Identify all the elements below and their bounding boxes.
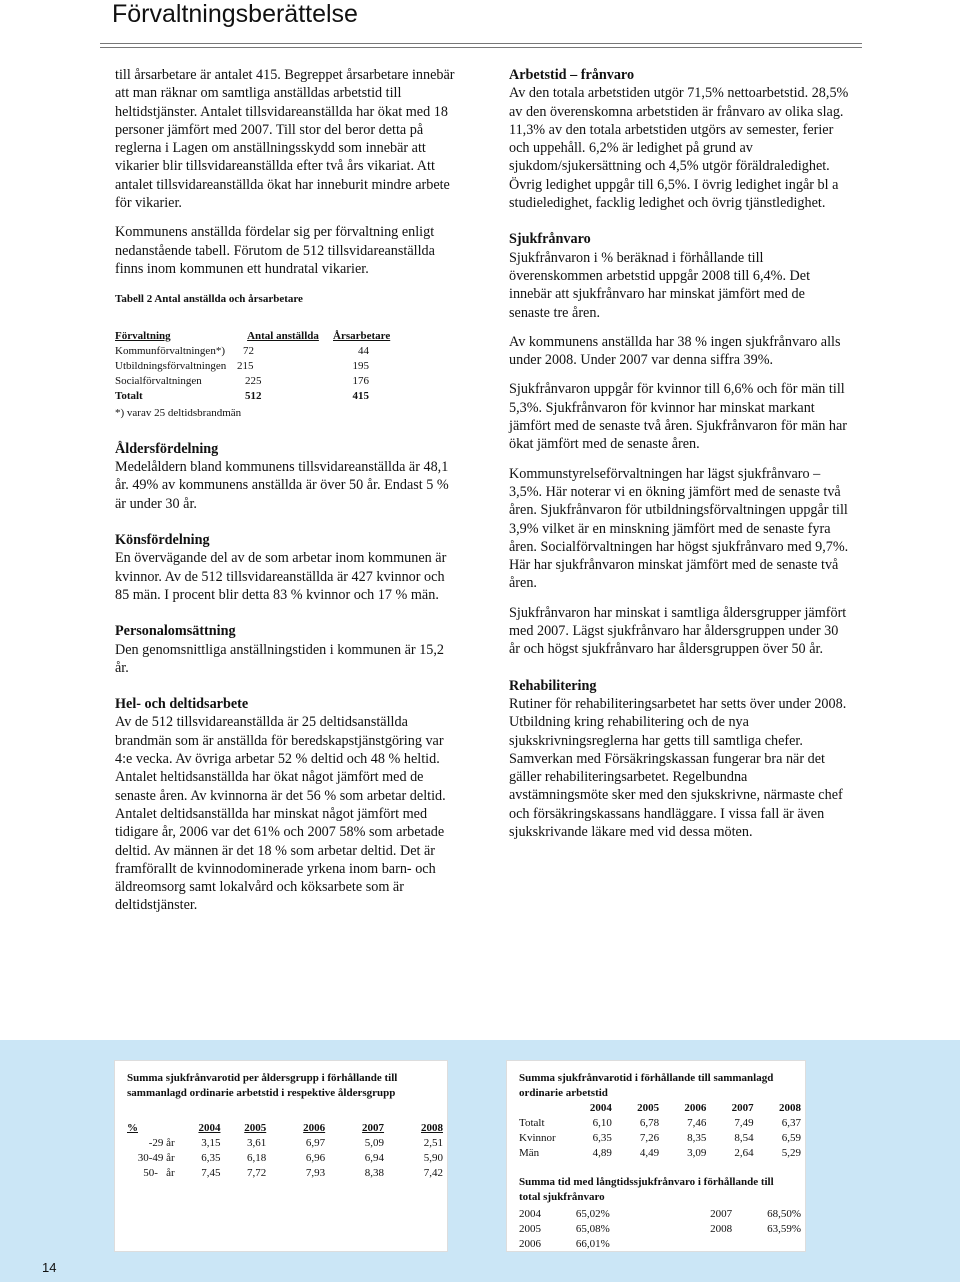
table-cell: 3,61: [246, 1137, 267, 1149]
table-cell: 50- år: [143, 1167, 175, 1179]
paragraph-konsfordelning: En övervägande del av de som arbetar inom kommunen är kvinnor. Av de 512 tillsvidareanställda är 427 kvinnor och 85 män. I procent blir detta 83 % kvinnor och 17 % män.: [115, 550, 447, 603]
table-cell: 5,09: [364, 1137, 385, 1149]
table-cell: 415: [352, 389, 369, 402]
table-header: 2005: [637, 1102, 660, 1114]
table-cell: 30-49 år: [137, 1152, 175, 1164]
table-cell: 2007: [710, 1208, 733, 1220]
table-cell: 7,26: [639, 1132, 660, 1144]
table-row: [515, 1237, 805, 1252]
table-header: 2004: [198, 1122, 221, 1134]
table-cell: 44: [358, 344, 369, 357]
table-cell: 2,51: [423, 1137, 443, 1149]
table-row: [515, 1131, 805, 1146]
table-cell: 68,50%: [767, 1208, 801, 1220]
table-cell: -29 år: [148, 1137, 175, 1149]
table-row: [123, 1136, 447, 1151]
table-header: 2007: [731, 1102, 754, 1114]
total-sickness-table: [515, 1101, 805, 1161]
table-cell: 5,29: [781, 1147, 801, 1159]
table-row: [115, 359, 403, 374]
table-cell: Socialförvaltningen: [115, 374, 202, 387]
table-cell: 2006: [519, 1238, 541, 1250]
table-cell: 225: [245, 374, 262, 387]
table-cell: 4,89: [592, 1147, 612, 1159]
table-header: 2008: [779, 1102, 801, 1114]
table-header: 2004: [589, 1102, 612, 1114]
table2-header-forvaltning: Förvaltning: [115, 329, 171, 342]
total-sickness-box-title: Summa sjukfrånvarotid i förhållande till sammanlagd ordinarie arbetstid: [519, 1072, 774, 1099]
paragraph-arbetstid: Av den totala arbetstiden utgör 71,5% nettoarbetstid. 28,5% av den överenskomna arbetstiden är frånvaro av olika slag. 11,3% av den totala arbetstiden utgörs av semester, ferier och uppehåll. 6,2% är ledighet på grund av sjukdom/sjukersättning och 4,5% utgör föräldraledighet. Övrig ledighet uppgår till 6,5%. I övrig ledighet ingår bl a studieledighet, facklig ledighet och övrig tjänstledighet.: [509, 85, 849, 212]
table-cell: 2,64: [734, 1147, 754, 1159]
heading-arbetstid: Arbetstid – frånvaro: [509, 67, 635, 83]
table-row: [515, 1116, 805, 1131]
table-cell: 5,90: [423, 1152, 443, 1164]
header-rule: [100, 43, 862, 44]
table-row-total: [115, 389, 403, 404]
table-cell: Män: [519, 1147, 540, 1159]
paragraph-sjukfranvaro-5: Sjukfrånvaron har minskat i samtliga åldersgrupper jämfört med 2007. Lägst sjukfrånvaro har åldersgruppen under 30 år och högst sjukfrånvaro har åldersgruppen över 50 år.: [509, 604, 847, 658]
table-cell: [763, 1237, 805, 1252]
age-group-sickness-box: [114, 1060, 448, 1252]
left-column: [115, 66, 460, 926]
table-cell: 3,15: [201, 1137, 221, 1149]
table2-footnote: *) varav 25 deltidsbrandmän: [115, 406, 242, 419]
table-header: 2006: [303, 1122, 326, 1134]
table-cell: 65,02%: [575, 1208, 610, 1220]
table2-header-arsarbetare: Årsarbetare: [333, 329, 391, 342]
table-cell: Utbildningsförvaltningen: [115, 359, 227, 372]
employees-table: [115, 329, 403, 404]
table-cell: 8,35: [687, 1132, 707, 1144]
heading-rehabilitering: Rehabilitering: [509, 677, 597, 694]
table-row: [123, 1151, 447, 1166]
table-row: [115, 374, 403, 389]
heading-aldersfordelning: Åldersfördelning: [115, 440, 219, 457]
table-header: 2006: [684, 1102, 707, 1114]
table-cell: 6,96: [305, 1152, 326, 1164]
heading-konsfordelning: Könsfördelning: [115, 532, 210, 549]
table-cell: 63,59%: [767, 1223, 801, 1235]
table-cell: 215: [237, 359, 254, 372]
table-cell: 7,93: [305, 1167, 326, 1179]
table-cell: 6,94: [364, 1152, 385, 1164]
paragraph-personalomsattning: Den genomsnittliga anställningstiden i kommunen är 15,2 år.: [115, 641, 445, 676]
table-cell: 2008: [710, 1223, 733, 1235]
paragraph-sjukfranvaro-1: Sjukfrånvaron i % beräknad i förhållande till överenskommen arbetstid uppgår 2008 till 6,4%. Det innebär att sjukfrånvaro har minskat jämfört med de senaste tre åren.: [509, 249, 811, 321]
table-cell: 7,42: [423, 1167, 443, 1179]
heading-hel-deltid: Hel- och deltidsarbete: [115, 696, 249, 713]
table-row: [515, 1146, 805, 1161]
table-cell: 7,72: [246, 1167, 267, 1179]
page-header-title: Förvaltningsberättelse: [112, 0, 358, 28]
paragraph-sjukfranvaro-2: Av kommunens anställda har 38 % ingen sjukfrånvaro alls under 2008. Under 2007 var denna siffra 39%.: [509, 333, 841, 369]
table-row: [115, 344, 403, 359]
table-cell: 7,45: [201, 1167, 221, 1179]
long-term-sickness-table: [515, 1207, 805, 1252]
paragraph-aldersfordelning: Medelåldern bland kommunens tillsvidareanställda är 48,1 år. 49% av kommunens anställda är över 50 år. Endast 5 % är under 30 år.: [115, 459, 449, 512]
right-column: [509, 66, 849, 852]
table-header: 2007: [362, 1122, 385, 1134]
table-cell: 195: [352, 359, 369, 372]
table2-caption: Tabell 2 Antal anställda och årsarbetare: [115, 293, 303, 306]
table-cell: Kommunförvaltningen*): [115, 344, 225, 357]
long-term-sickness-title: Summa tid med långtidssjukfrånvaro i förhållande till total sjukfrånvaro: [519, 1176, 774, 1203]
header-rule-double: [100, 47, 862, 48]
table-cell: Kvinnor: [519, 1132, 556, 1144]
table-cell: 7,49: [734, 1117, 754, 1129]
table-row: [123, 1166, 447, 1181]
table-cell: 2004: [519, 1208, 541, 1220]
page-number: 14: [42, 1260, 57, 1275]
table-cell: [706, 1237, 763, 1252]
table-cell: 6,10: [592, 1117, 612, 1129]
table2-header-antal: Antal anställda: [247, 329, 319, 342]
table-cell: Totalt: [115, 389, 143, 402]
table-cell: 65,08%: [575, 1223, 610, 1235]
table-cell: 6,78: [639, 1117, 660, 1129]
table-row: [515, 1207, 805, 1222]
table-cell: 176: [352, 374, 369, 387]
paragraph-arsarbetare: till årsarbetare är antalet 415. Begreppet årsarbetare innebär att man räknar om samtliga anställdas arbetstid till heltidstjänster. Antalet tillsvidareanställda har ökat med 18 personer jämfört med 2007. Till stor del beror detta på reglerna i Lagen om anställningsskydd som innebär att vikarier blir tillsvidareanställda efter två års vikariat. Att antalet tillsvidareanställda ökat har inneburit mindre arbete för vikarier.: [115, 67, 455, 212]
age-group-box-title: Summa sjukfrånvarotid per åldersgrupp i förhållande till sammanlagd ordinarie arbetstid i respektive åldersgrupp: [127, 1072, 398, 1099]
table-cell: Totalt: [519, 1117, 545, 1129]
age-group-table: [123, 1121, 447, 1181]
paragraph-sjukfranvaro-4: Kommunstyrelseförvaltningen har lägst sjukfrånvaro – 3,5%. Här noterar vi en ökning jämfört med de senaste två åren. Sjukfrånvaron för utbildningsförvaltningen uppgår till 3,9% vilket är en minskning jämfört med de senaste fyra åren. Socialförvaltningen har högst sjukfrånvaro med 9,7%. Här har sjukfrånvaron minskat jämfört med de senaste två åren.: [509, 465, 849, 592]
paragraph-hel-deltid: Av de 512 tillsvidareanställda är 25 deltidsanställda brandmän som är anställda för beredskapstjänstgöring var 4:e vecka. Av övriga arbetar 52 % deltid och 48 % heltid. Antalet heltidsanställda har ökat något jämfört med de senaste åren. Av kvinnorna är det 56 % som arbetar deltid. Antalet deltidsanställda har minskat något jämfört med tidigare år, 2006 var det 61% och 2007 58% som arbetade deltid. Av männen är det 18 % som arbetar deltid. Det är framförallt de kvinnodominerade yrkena inom barn- och äldreomsorg samt lokalvård och köksarbete som är deltidstjänster.: [115, 714, 446, 914]
table-row: [515, 1222, 805, 1237]
table-cell: 72: [243, 344, 254, 357]
paragraph-rehabilitering: Rutiner för rehabiliteringsarbetet har setts över under 2008. Utbildning kring rehabilitering och de nya sjukskrivningsreglerna har getts till samtliga chefer. Samverkan med Försäkringskassan fungerar bra när det gäller rehabiliteringsarbetet. Regelbundna avstämningsmöte sker med den sjukskrivne, närmaste chef och försäkringskassans handläggare. I vissa fall är även sjukskrivande läkare med vid dessa möten.: [509, 695, 847, 840]
table-cell: 6,59: [781, 1132, 801, 1144]
heading-sjukfranvaro: Sjukfrånvaro: [509, 231, 591, 248]
paragraph-forvaltning: Kommunens anställda fördelar sig per förvaltning enligt nedanstående tabell. Förutom de 512 tillsvidareanställda finns inom kommunen ett hundratal vikarier.: [115, 224, 435, 277]
table-cell: 8,54: [734, 1132, 754, 1144]
table-cell: 8,38: [364, 1167, 385, 1179]
table-header: [515, 1101, 572, 1116]
table-cell: 66,01%: [575, 1238, 610, 1250]
table-cell: 6,35: [201, 1152, 221, 1164]
table-cell: 2005: [519, 1223, 541, 1235]
table-cell: 6,97: [305, 1137, 326, 1149]
table-header: %: [127, 1122, 138, 1134]
table-cell: 6,18: [246, 1152, 267, 1164]
table-cell: 7,46: [687, 1117, 707, 1129]
table-cell: 4,49: [639, 1147, 660, 1159]
heading-personalomsattning: Personalomsättning: [115, 623, 236, 640]
total-sickness-box: [506, 1060, 806, 1252]
table-cell: 512: [245, 389, 262, 402]
table-cell: 3,09: [687, 1147, 707, 1159]
table-cell: 6,35: [592, 1132, 612, 1144]
table-header: 2005: [244, 1122, 267, 1134]
table-cell: 6,37: [781, 1117, 801, 1129]
table-header: 2008: [421, 1122, 443, 1134]
paragraph-sjukfranvaro-3: Sjukfrånvaron uppgår för kvinnor till 6,6% och för män till 5,3%. Sjukfrånvaron för kvinnor har minskat markant jämfört med de senaste två åren. Sjukfrånvaron för män har ökat jämfört med de senaste åren.: [509, 381, 848, 453]
